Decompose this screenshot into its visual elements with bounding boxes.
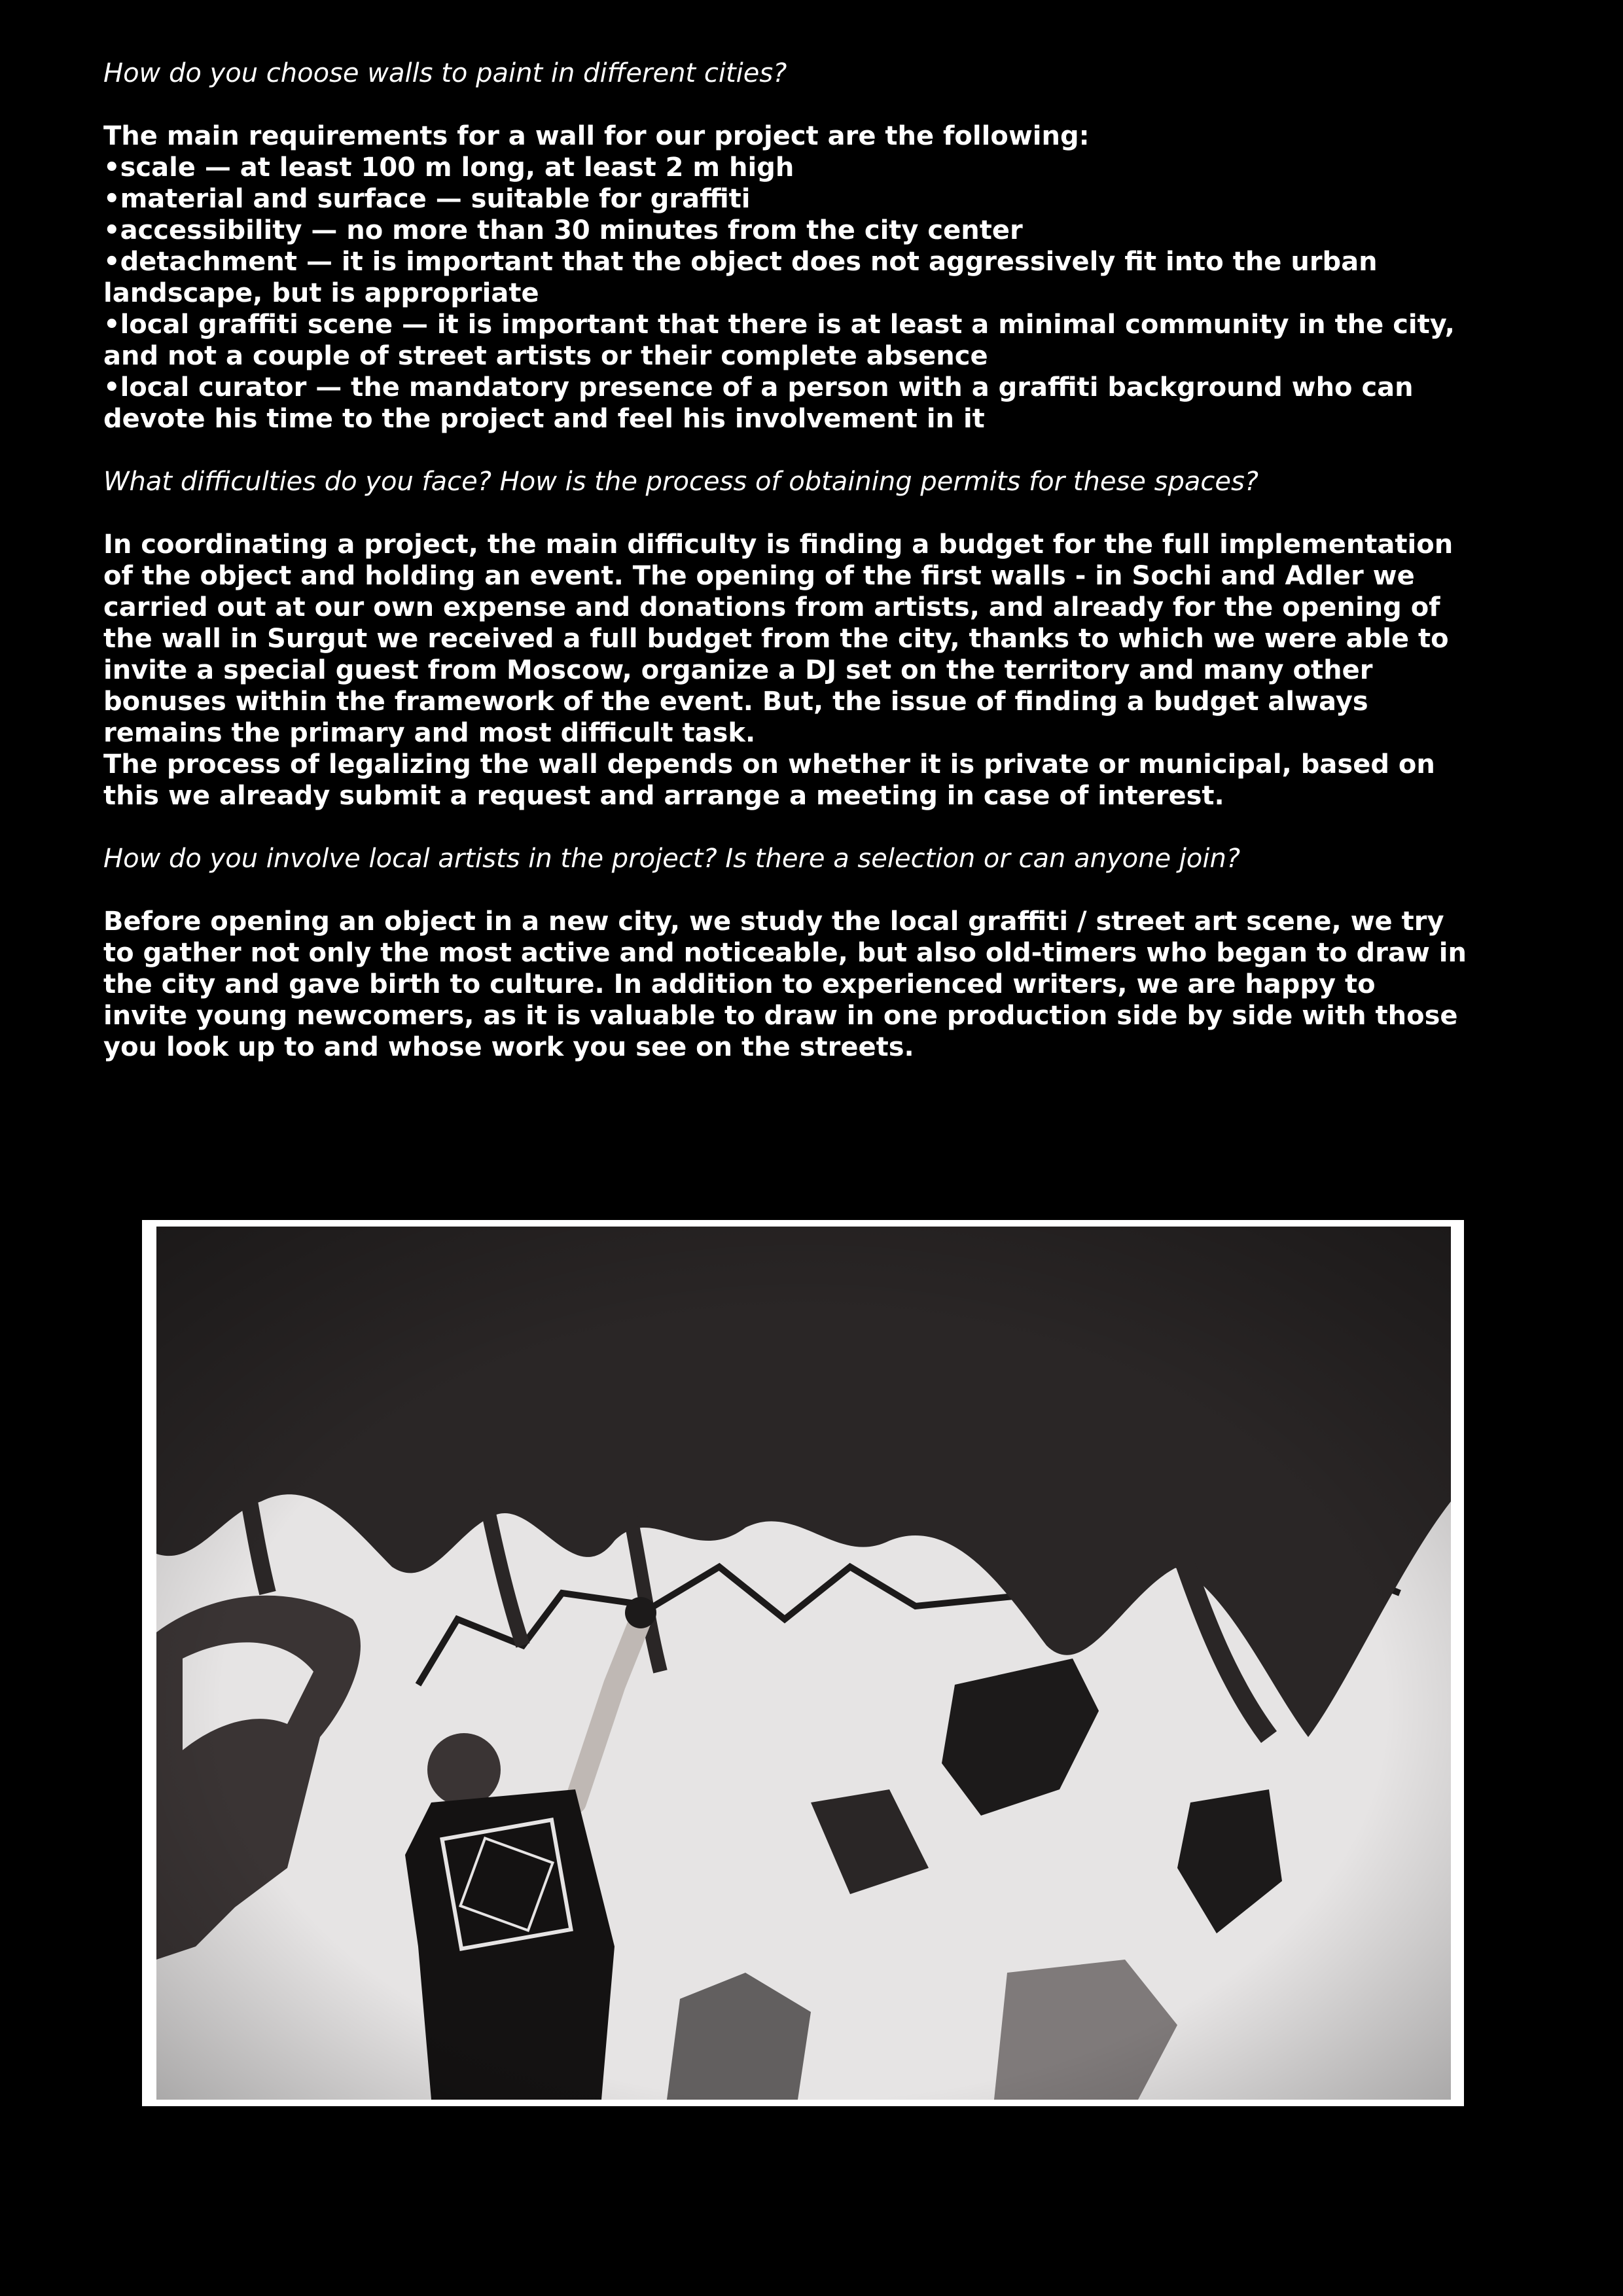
answer-line: landscape, but is appropriate (103, 278, 539, 308)
answer-3 (103, 906, 1543, 1063)
spacer (103, 435, 1543, 466)
answer-line: •local curator — the mandatory presence of a person with a graffiti background who can (103, 372, 1414, 403)
spacer (103, 497, 1543, 529)
answer-line: you look up to and whose work you see on the streets. (103, 1032, 914, 1062)
answer-line: The process of legalizing the wall depends on whether it is private or municipal, based on (103, 749, 1435, 780)
spacer (103, 89, 1543, 120)
answer-line: carried out at our own expense and donations from artists, and already for the opening of (103, 592, 1440, 622)
question-2: What difficulties do you face? How is the process of obtaining permits for these spaces? (103, 467, 1259, 497)
answer-line: •detachment — it is important that the object does not aggressively fit into the urban (103, 247, 1378, 277)
question-3: How do you involve local artists in the project? Is there a selection or can anyone join? (103, 844, 1241, 874)
answer-line: remains the primary and most difficult task. (103, 718, 756, 748)
spacer (103, 874, 1543, 906)
answer-line: •local graffiti scene — it is important that there is at least a minimal community in the city, (103, 310, 1455, 340)
answer-line: to gather not only the most active and noticeable, but also old-timers who began to draw in (103, 938, 1467, 968)
answer-line: invite a special guest from Moscow, organize a DJ set on the territory and many other (103, 655, 1373, 685)
answer-line: bonuses within the framework of the event. But, the issue of finding a budget always (103, 687, 1368, 717)
answer-line: •scale — at least 100 m long, at least 2 m high (103, 152, 794, 183)
answer-line: •material and surface — suitable for graffiti (103, 184, 751, 214)
answer-line: In coordinating a project, the main difficulty is finding a budget for the full implementation (103, 529, 1454, 560)
spacer (103, 812, 1543, 843)
answer-line: The main requirements for a wall for our project are the following: (103, 121, 1090, 151)
answer-line: •accessibility — no more than 30 minutes from the city center (103, 215, 1023, 245)
answer-line: the city and gave birth to culture. In addition to experienced writers, we are happy to (103, 969, 1376, 999)
answer-line: this we already submit a request and arrange a meeting in case of interest. (103, 781, 1224, 811)
graffiti-artist-photo (156, 1227, 1451, 2100)
photo-frame (142, 1220, 1464, 2106)
answer-line: and not a couple of street artists or their complete absence (103, 341, 988, 371)
answer-line: of the object and holding an event. The opening of the first walls - in Sochi and Adler we (103, 561, 1415, 591)
interview-text (103, 58, 1543, 1063)
answer-line: invite young newcomers, as it is valuable to draw in one production side by side with those (103, 1001, 1458, 1031)
answer-line: Before opening an object in a new city, we study the local graffiti / street art scene, we try (103, 906, 1444, 937)
answer-2 (103, 529, 1543, 812)
answer-1 (103, 120, 1543, 435)
answer-line: the wall in Surgut we received a full budget from the city, thanks to which we were able to (103, 624, 1449, 654)
answer-line: devote his time to the project and feel his involvement in it (103, 404, 985, 434)
question-1: How do you choose walls to paint in different cities? (103, 58, 787, 88)
